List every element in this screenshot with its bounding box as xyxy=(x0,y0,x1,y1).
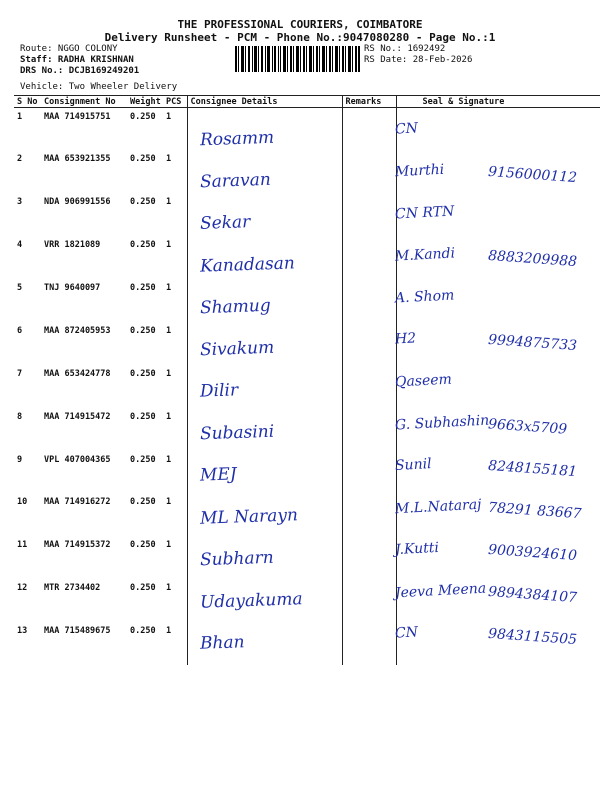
cell-pcs: 1 xyxy=(166,411,172,422)
cell-remarks xyxy=(342,536,396,579)
consignee-handwritten-name: Subharn xyxy=(199,547,274,571)
cell-weight: 0.250 xyxy=(130,112,156,122)
table-header-row xyxy=(14,96,600,108)
cell-sno: 6 xyxy=(17,325,23,336)
cell-consignment: MAA 715489675 xyxy=(44,626,111,636)
cell-pcs: 1 xyxy=(166,283,172,293)
consignee-handwritten-name: Rosamm xyxy=(199,127,275,151)
cell-sno: 3 xyxy=(17,197,23,208)
cell-consignment: MAA 653424778 xyxy=(44,368,111,379)
cell-weight: 0.250 xyxy=(130,540,156,551)
signature-handwritten: M.Kandi xyxy=(394,245,456,265)
signature-phone-note: 9663x5709 xyxy=(487,416,568,438)
consignee-handwritten-name: Kanadasan xyxy=(199,253,296,277)
signature-handwritten: J.Kutti xyxy=(394,539,440,559)
consignee-handwritten-name: MEJ xyxy=(199,464,237,486)
cell-weight: 0.250 xyxy=(130,154,156,165)
table-row xyxy=(14,193,600,236)
signature-phone-note: 9894384107 xyxy=(487,583,578,607)
cell-sno: 2 xyxy=(17,154,23,165)
table-row xyxy=(14,365,600,408)
table-row xyxy=(14,108,600,151)
staff-label: Staff: RADHA KRISHNAN xyxy=(20,55,134,65)
signature-handwritten: CN xyxy=(394,120,419,138)
vehicle-label: Vehicle: Two Wheeler Delivery xyxy=(20,82,178,92)
consignee-handwritten-name: Subasini xyxy=(199,421,275,445)
cell-pcs: 1 xyxy=(166,583,172,594)
consignee-handwritten-name: Udayakuma xyxy=(199,589,303,613)
cell-pcs: 1 xyxy=(166,626,172,636)
signature-phone-note: 8883209988 xyxy=(487,247,578,271)
cell-consignment: MAA 653921355 xyxy=(44,154,111,165)
cell-weight: 0.250 xyxy=(130,325,156,336)
cell-weight: 0.250 xyxy=(130,197,156,208)
route-label: Route: NGGO COLONY xyxy=(20,44,118,54)
consignee-handwritten-name: Saravan xyxy=(199,169,272,193)
cell-pcs: 1 xyxy=(166,368,172,379)
signature-phone-note: 78291 83667 xyxy=(487,499,582,523)
cell-consignment: VPL 407004365 xyxy=(44,454,111,465)
cell-weight: 0.250 xyxy=(130,240,156,251)
consignee-handwritten-name: ML Narayn xyxy=(199,505,299,529)
table-row xyxy=(14,279,600,322)
cell-sno: 13 xyxy=(17,626,28,636)
cell-consignment: MTR 2734402 xyxy=(44,583,101,594)
cell-consignment: MAA 714915472 xyxy=(44,411,111,422)
cell-sno: 12 xyxy=(17,583,28,594)
cell-pcs: 1 xyxy=(166,112,172,122)
signature-handwritten: G. Subhashin xyxy=(394,412,490,434)
cell-weight: 0.250 xyxy=(130,283,156,293)
cell-consignment: TNJ 9640097 xyxy=(44,283,101,293)
signature-phone-note: 8248155181 xyxy=(487,457,578,481)
rs-date: RS Date: 28-Feb-2026 xyxy=(364,55,473,65)
cell-sno: 9 xyxy=(17,454,23,465)
cell-remarks xyxy=(342,365,396,408)
col-consignment: Consignment No xyxy=(41,96,127,108)
cell-pcs: 1 xyxy=(166,154,172,165)
runsheet-subtitle: Delivery Runsheet - PCM - Phone No.:9047080280 - Page No.:1 xyxy=(104,31,496,44)
company-title: THE PROFESSIONAL COURIERS, COIMBATORE xyxy=(177,18,423,31)
col-pcs: PCS xyxy=(163,96,187,108)
signature-handwritten: Qaseem xyxy=(394,371,453,391)
consignee-handwritten-name: Bhan xyxy=(199,632,245,654)
cell-signature xyxy=(396,108,600,151)
col-remarks: Remarks xyxy=(342,96,396,108)
signature-handwritten: M.L.Nataraj xyxy=(394,496,482,518)
cell-weight: 0.250 xyxy=(130,626,156,636)
signature-phone-note: 9003924610 xyxy=(487,541,578,565)
signature-handwritten: Jeeva Meena xyxy=(394,580,487,602)
cell-sno: 7 xyxy=(17,368,23,379)
cell-remarks xyxy=(342,193,396,236)
barcode-image xyxy=(235,46,360,72)
cell-sno: 11 xyxy=(17,540,28,551)
cell-pcs: 1 xyxy=(166,197,172,208)
cell-remarks xyxy=(342,150,396,193)
drs-number: DRS No.: DCJB169249201 xyxy=(20,66,140,76)
signature-phone-note: 9994875733 xyxy=(487,331,578,355)
cell-consignment: MAA 872405953 xyxy=(44,325,111,336)
runsheet-info-left xyxy=(20,44,139,77)
cell-consignment: MAA 714915751 xyxy=(44,112,111,122)
cell-sno: 8 xyxy=(17,411,23,422)
cell-remarks xyxy=(342,579,396,622)
signature-handwritten: H2 xyxy=(394,330,417,348)
cell-weight: 0.250 xyxy=(130,411,156,422)
cell-consignment: MAA 714915372 xyxy=(44,540,111,551)
cell-pcs: 1 xyxy=(166,454,172,465)
cell-pcs: 1 xyxy=(166,497,172,508)
cell-sno: 1 xyxy=(17,112,23,122)
cell-sno: 10 xyxy=(17,497,28,508)
cell-weight: 0.250 xyxy=(130,583,156,594)
rs-number: RS No.: 1692492 xyxy=(364,44,446,54)
runsheet-info-right xyxy=(364,44,472,66)
cell-consignment: NDA 906991556 xyxy=(44,197,111,208)
cell-remarks xyxy=(342,622,396,665)
col-seal-signature: Seal & Signature xyxy=(396,96,600,108)
cell-pcs: 1 xyxy=(166,325,172,336)
signature-phone-note: 9156000112 xyxy=(487,163,578,187)
cell-remarks xyxy=(342,236,396,279)
signature-phone-note: 9843115505 xyxy=(487,625,578,649)
col-sno: S No xyxy=(14,96,41,108)
consignee-handwritten-name: Shamug xyxy=(199,295,272,319)
cell-remarks xyxy=(342,108,396,151)
cell-remarks xyxy=(342,451,396,494)
cell-pcs: 1 xyxy=(166,540,172,551)
consignee-handwritten-name: Sivakum xyxy=(199,337,275,361)
col-weight: Weight xyxy=(127,96,163,108)
cell-remarks xyxy=(342,408,396,451)
col-consignee: Consignee Details xyxy=(187,96,342,108)
signature-handwritten: A. Shom xyxy=(394,287,455,307)
cell-remarks xyxy=(342,279,396,322)
signature-handwritten: CN RTN xyxy=(394,203,455,223)
consignee-handwritten-name: Dilir xyxy=(199,380,239,402)
cell-remarks xyxy=(342,322,396,365)
cell-weight: 0.250 xyxy=(130,497,156,508)
cell-sno: 4 xyxy=(17,240,23,251)
cell-weight: 0.250 xyxy=(130,368,156,379)
consignee-handwritten-name: Sekar xyxy=(199,212,251,234)
signature-handwritten: Murthi xyxy=(394,161,445,181)
cell-consignment: VRR 1821089 xyxy=(44,240,101,251)
cell-sno: 5 xyxy=(17,283,23,293)
signature-handwritten: CN xyxy=(394,624,419,642)
cell-weight: 0.250 xyxy=(130,454,156,465)
cell-remarks xyxy=(342,493,396,536)
signature-handwritten: Sunil xyxy=(394,456,432,474)
cell-pcs: 1 xyxy=(166,240,172,251)
cell-consignment: MAA 714916272 xyxy=(44,497,111,508)
